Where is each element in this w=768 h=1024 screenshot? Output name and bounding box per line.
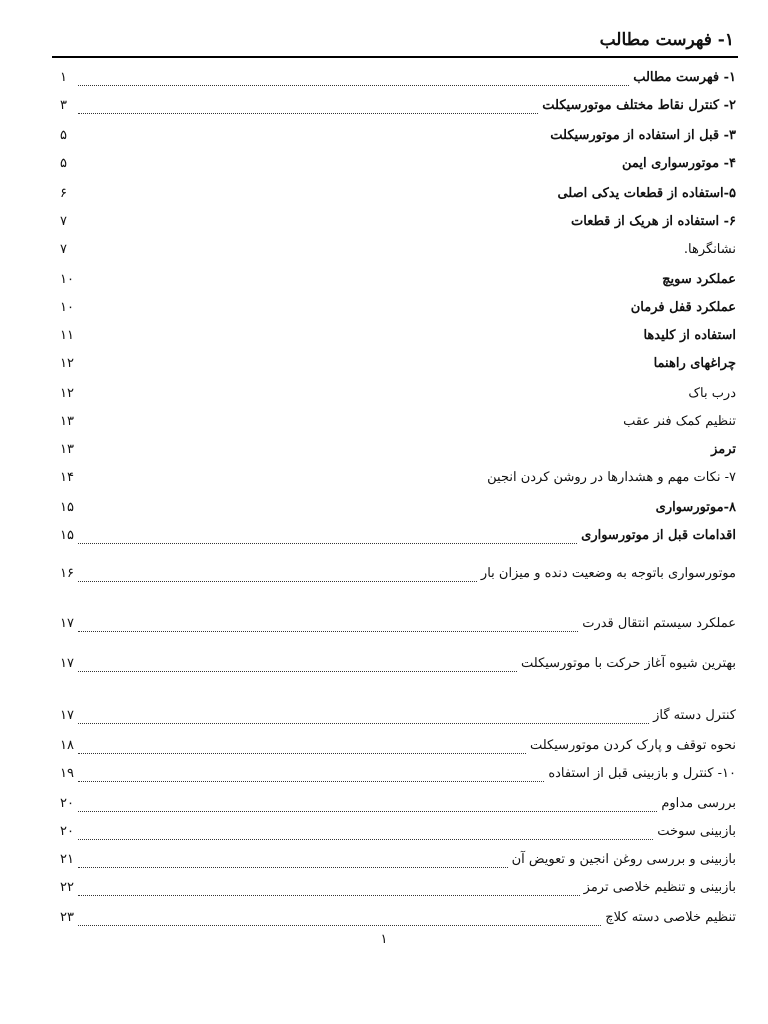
toc-entry-title: کنترل دسته گاز: [653, 708, 736, 723]
toc-entry: [60, 122, 736, 144]
toc-entry-page: ۱۳: [60, 442, 74, 457]
dot-leader: [78, 740, 526, 754]
toc-entry: [60, 350, 736, 372]
toc-entry-page: ۲۳: [60, 910, 74, 925]
toc-entry: [60, 846, 736, 868]
page-heading: ۱- فهرست مطالب: [599, 30, 734, 50]
leader-space: [78, 503, 652, 516]
toc-entry-page: ۲۱: [60, 852, 74, 867]
dot-leader: [78, 72, 629, 86]
toc-entry-title: ۱۰- کنترل و بازبینی قبل از استفاده: [548, 766, 736, 781]
toc-entry-title: بازبینی و تنظیم خلاصی ترمز: [583, 880, 736, 895]
toc-entry-page: ۱۷: [60, 656, 74, 671]
leader-space: [78, 275, 658, 288]
toc-entry-page: ۱۸: [60, 738, 74, 753]
toc-entry: [60, 64, 736, 86]
leader-space: [78, 417, 619, 430]
toc-entry: [60, 322, 736, 344]
toc-entry: [60, 732, 736, 754]
toc-entry-page: ۱۴: [60, 470, 74, 485]
page-number: ۱: [380, 932, 388, 947]
dot-leader: [78, 100, 538, 114]
toc-entry-title: ۸-موتورسواری: [655, 500, 736, 515]
toc-entry-title: تنظیم خلاصی دسته کلاچ: [605, 910, 736, 925]
dot-leader: [78, 798, 657, 812]
toc-entry-title: بازبینی و بررسی روغن انجین و تعویض آن: [511, 852, 736, 867]
toc-entry: [60, 208, 736, 230]
dot-leader: [78, 618, 578, 632]
toc-entry-title: درب باک: [688, 386, 736, 401]
toc-entry-page: ۱۷: [60, 616, 74, 631]
dot-leader: [78, 530, 577, 544]
toc-entry-page: ۱۵: [60, 500, 74, 515]
toc-entry: [60, 494, 736, 516]
toc-entry: [60, 760, 736, 782]
leader-space: [78, 303, 627, 316]
dot-leader: [78, 710, 649, 724]
toc-entry-title: اقدامات قبل از موتورسواری: [581, 528, 736, 543]
toc-entry-title: عملکرد سیستم انتقال قدرت: [582, 616, 736, 631]
toc-entry: [60, 294, 736, 316]
leader-space: [78, 389, 684, 402]
dot-leader: [78, 854, 508, 868]
leader-space: [78, 217, 567, 230]
toc-entry-page: ۱۵: [60, 528, 74, 543]
toc-entry: [60, 904, 736, 926]
toc-entry-title: ۷- نکات مهم و هشدارها در روشن کردن انجین: [487, 470, 736, 485]
toc-entry-title: عملکرد سویچ: [662, 272, 736, 287]
toc-entry-title: بازبینی سوخت: [657, 824, 736, 839]
toc-entry: [60, 150, 736, 172]
toc-entry: [60, 266, 736, 288]
toc-entry-title: ۶- استفاده از هریک از قطعات: [571, 214, 736, 229]
toc-entry-page: ۱۲: [60, 386, 74, 401]
toc-entry-title: بررسی مداوم: [661, 796, 736, 811]
toc-entry-title: ۱- فهرست مطالب: [633, 70, 736, 85]
toc-entry-title: ۲- کنترل نقاط مختلف موتورسیکلت: [542, 98, 736, 113]
toc-entry-page: ۵: [60, 156, 67, 171]
toc-entry-page: ۱۷: [60, 708, 74, 723]
toc-entry-page: ۱۳: [60, 414, 74, 429]
toc-entry-page: ۷: [60, 214, 67, 229]
leader-space: [78, 445, 707, 458]
toc-entry: [60, 180, 736, 202]
toc-entry: [60, 436, 736, 458]
dot-leader: [78, 882, 580, 896]
toc-entry: [60, 522, 736, 544]
toc-entry: [60, 818, 736, 840]
toc-entry-page: ۱۹: [60, 766, 74, 781]
toc-entry-page: ۱۶: [60, 566, 74, 581]
dot-leader: [78, 568, 477, 582]
leader-space: [78, 159, 618, 172]
toc-entry-page: ۱: [60, 70, 67, 85]
toc-entry-title: استفاده از کلیدها: [643, 328, 736, 343]
toc-entry: [60, 464, 736, 486]
toc-entry: [60, 610, 736, 632]
leader-space: [78, 473, 483, 486]
toc-entry-page: ۱۱: [60, 328, 74, 343]
leader-space: [78, 245, 680, 258]
toc-entry-title: ۴- موتورسواری ایمن: [621, 156, 736, 171]
toc-entry-title: تنظیم کمک فنر عقب: [623, 414, 736, 429]
toc-entry: [60, 236, 736, 258]
dot-leader: [78, 658, 517, 672]
toc-entry-page: ۲۰: [60, 824, 74, 839]
toc-entry: [60, 650, 736, 672]
toc-entry: [60, 874, 736, 896]
toc-entry-title: موتورسواری باتوجه به وضعیت دنده و میزان بار: [480, 566, 736, 581]
toc-entry-page: ۱۰: [60, 272, 74, 287]
toc-entry-page: ۲۲: [60, 880, 74, 895]
toc-entry-title: نشانگرها.: [683, 242, 736, 257]
dot-leader: [78, 826, 653, 840]
toc-entry-title: چراغهای راهنما: [653, 356, 736, 371]
toc-entry: [60, 92, 736, 114]
toc-entry-title: ۳- قبل از استفاده از موتورسیکلت: [550, 128, 736, 143]
toc-entry-title: ترمز: [711, 442, 736, 457]
leader-space: [78, 189, 553, 202]
toc-entry: [60, 560, 736, 582]
toc-entry-page: ۱۰: [60, 300, 74, 315]
toc-entry-page: ۲۰: [60, 796, 74, 811]
toc-entry-title: بهترین شیوه آغاز حرکت با موتورسیکلت: [521, 656, 736, 671]
toc-entry-page: ۳: [60, 98, 67, 113]
toc-entry-title: ۵-استفاده از قطعات یدکی اصلی: [557, 186, 736, 201]
dot-leader: [78, 768, 544, 782]
toc-entry: [60, 702, 736, 724]
leader-space: [78, 359, 650, 372]
leader-space: [78, 331, 639, 344]
dot-leader: [78, 912, 601, 926]
toc-entry-page: ۷: [60, 242, 67, 257]
toc-entry-title: عملکرد قفل فرمان: [630, 300, 736, 315]
toc-entry-page: ۱۲: [60, 356, 74, 371]
toc-entry-page: ۵: [60, 128, 67, 143]
toc-entry: [60, 380, 736, 402]
toc-entry: [60, 408, 736, 430]
toc-entry-page: ۶: [60, 186, 67, 201]
toc-entry-title: نحوه توقف و پارک کردن موتورسیکلت: [529, 738, 736, 753]
leader-space: [78, 131, 546, 144]
toc-entry: [60, 790, 736, 812]
